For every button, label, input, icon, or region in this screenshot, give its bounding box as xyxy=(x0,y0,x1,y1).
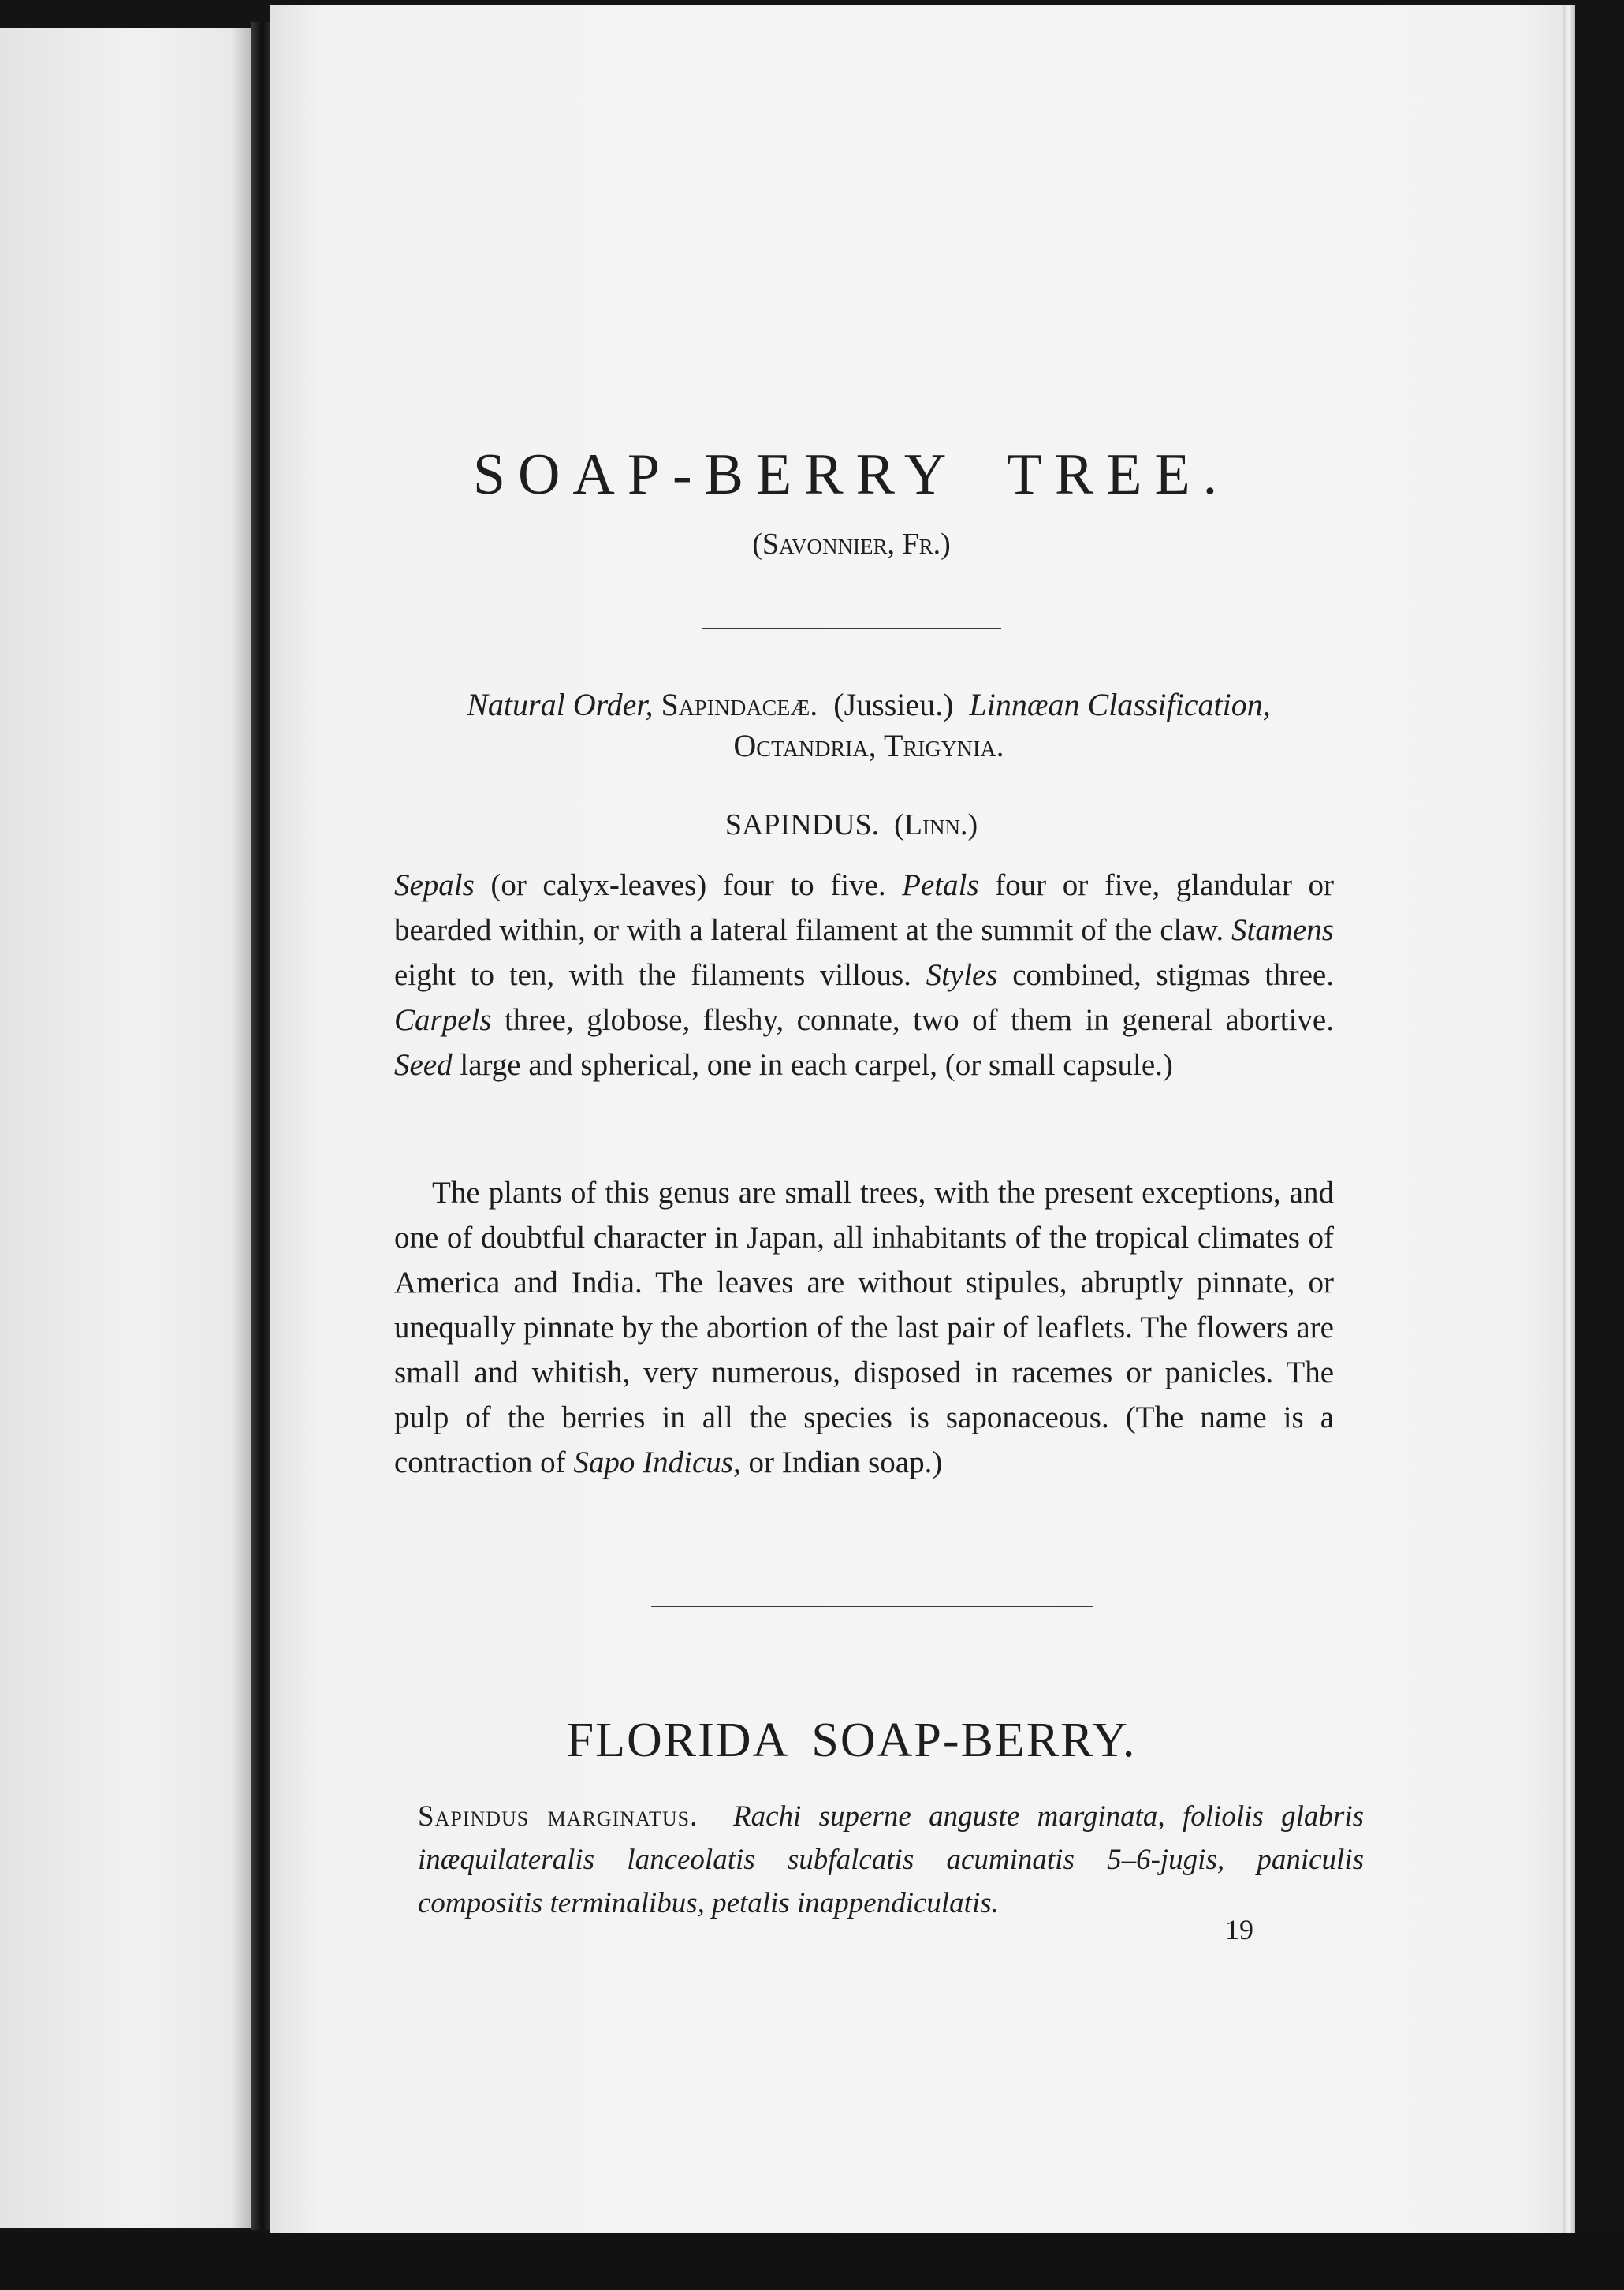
linnaean-label: Linnæan Classification, xyxy=(969,687,1271,722)
facing-page-edge xyxy=(0,28,251,2228)
french-name xyxy=(552,527,1151,561)
desc-styles: combined, stigmas three. xyxy=(997,958,1334,992)
desc-stamens: eight to ten, with the filaments villous. xyxy=(394,958,926,992)
genus-name: SAPINDUS. xyxy=(724,808,880,841)
term-petals: Petals xyxy=(902,868,979,902)
natural-order-label: Natural Order, xyxy=(467,687,654,722)
genus-authority: (Linn.) xyxy=(894,808,978,841)
genus-heading xyxy=(552,807,1151,842)
desc-petals: four or five, glandular or bearded within, or with a lateral filament at the summit of the claw. xyxy=(394,868,1334,947)
species-name: Sapindus marginatus. xyxy=(418,1800,698,1833)
french-name-text: (Savonnier, Fr.) xyxy=(752,528,951,561)
book-gutter xyxy=(251,22,270,2230)
species-latin-description xyxy=(418,1795,1364,1925)
remarks-italic-term: Sapo Indicus xyxy=(573,1445,733,1479)
natural-order-value: Sapindaceæ. xyxy=(661,687,818,722)
remarks-text: The plants of this genus are small trees, with the present exceptions, and one of doubtful character in Japan, all inhabitants of the tropical climates of America and India. The leaves are without stipules, abruptly pinnate, or unequally pinnate by the abortion of the last pair of leaflets. The flowers are small and whitish, very numerous, disposed in racemes or panicles. The pulp of the berries in all the species is saponaceous. (The name is a contraction of xyxy=(394,1176,1334,1479)
desc-carpels: three, globose, fleshy, connate, two of them in general abortive. xyxy=(491,1003,1334,1037)
term-seed: Seed xyxy=(394,1048,453,1082)
genus-description xyxy=(394,863,1334,1087)
term-sepals: Sepals xyxy=(394,868,475,902)
term-styles: Styles xyxy=(926,958,998,992)
desc-sepals: (or calyx-leaves) four to five. xyxy=(474,868,903,902)
desc-seed: large and spherical, one in each carpel, (or small capsule.) xyxy=(452,1048,1173,1082)
genus-remarks xyxy=(394,1170,1334,1485)
natural-order-authority: (Jussieu.) xyxy=(833,687,954,722)
scan-border xyxy=(0,2233,1624,2290)
page-edge xyxy=(1563,5,1575,2233)
linnaean-value: Octandria, Trigynia. xyxy=(733,728,1004,763)
term-carpels: Carpels xyxy=(394,1003,492,1037)
page-number: 19 xyxy=(1225,1914,1253,1945)
remarks-tail: , or Indian soap.) xyxy=(732,1445,943,1479)
classification-line xyxy=(388,684,1350,766)
term-stamens: Stamens xyxy=(1231,913,1334,947)
species-heading: FLORIDA SOAP-BERRY. xyxy=(566,1714,1137,1767)
section-rule xyxy=(702,628,1001,629)
species-description: Rachi superne anguste marginata, foliolis glabris inæquilateralis lanceolatis subfalcatis acuminatis 5–6-jugis, paniculis compositis terminalibus, petalis inappendiculatis. xyxy=(418,1800,1364,1919)
page-title: SOAP-BERRY TREE. xyxy=(472,442,1231,507)
section-rule xyxy=(651,1606,1093,1607)
